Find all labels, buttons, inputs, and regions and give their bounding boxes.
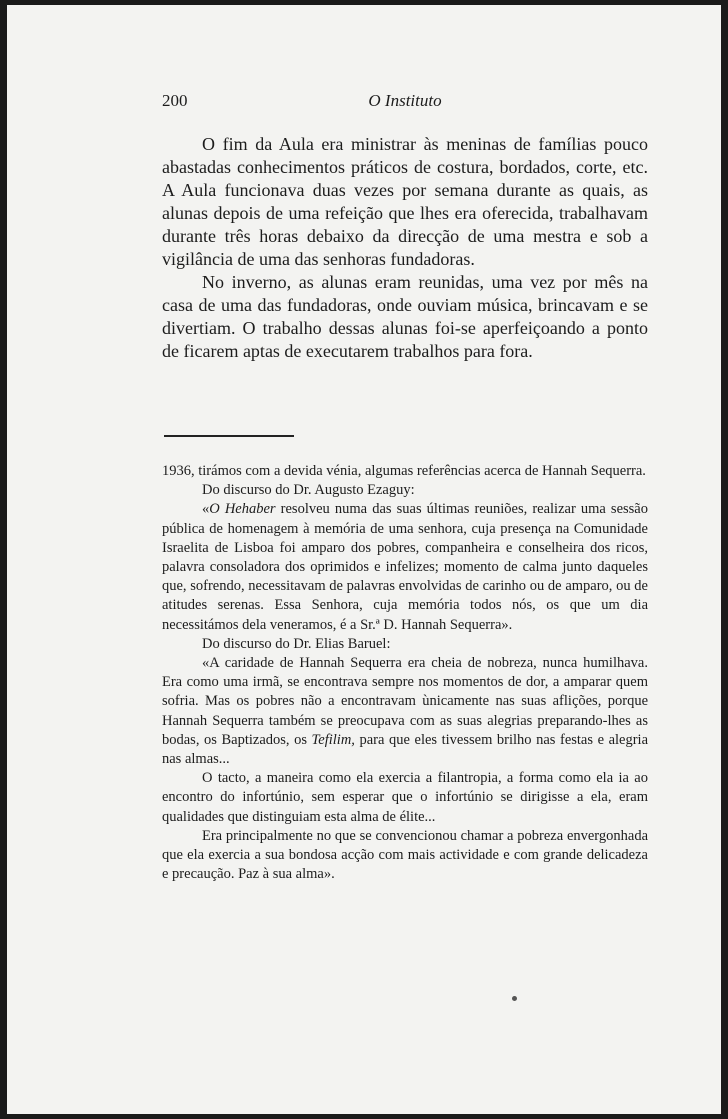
footnote-separator [164, 435, 294, 437]
footnote [162, 462, 648, 884]
speech1-text: resolveu numa das suas últimas reuniões, realizar uma sessão pública de homenagem à memória de uma senhora, cuja presença na Comunidade Israelita de Lisboa foi amparo dos pobres, companheira e conselheira dos ricos, palavra consoladora dos oprimidos e infelizes; momento de calma junto daqueles que, sofrendo, necessitavam de palavras envolvidas de carinho ou de amparo, ou de atitudes serenas. Essa Senhora, cuja memória todos nós, os que um dia necessitámos dela veneramos, é a Sr.ª D. Hannah Sequerra». [162, 501, 648, 633]
speech2-heading: Do discurso do Dr. Elias Baruel: [202, 635, 391, 652]
book-page [7, 5, 721, 1114]
paragraph-2: No inverno, as alunas eram reunidas, uma vez por mês na casa de uma das fundadoras, onde ouviam música, brincavam e se divertiam. O trabalho dessas alunas foi-se aperfeiçoando a ponto de ficarem aptas de executarem trabalhos para fora. [162, 272, 648, 361]
speech1-open-quote: « [202, 501, 210, 518]
ink-speck [512, 996, 517, 1001]
paragraph-1: O fim da Aula era ministrar às meninas de famílias pouco abastadas conhecimentos práticos de costura, bordados, corte, etc. A Aula funcionava duas vezes por semana durante as quais, as alunas depois de uma refeição que lhes era oferecida, trabalhavam durante três horas debaixo da direcção de uma mestra e sob a vigilância de uma das senhoras fundadoras. [162, 134, 648, 269]
page-header [162, 91, 648, 111]
speech2-quote [162, 654, 648, 769]
speech2-italic: Tefilim, [311, 731, 355, 748]
speech2-paragraph-3: Era principalmente no que se convencionou chamar a pobreza envergonhada que ela exercia a sua bondosa acção com mais actividade e com grande delicadeza e precaução. Paz à sua alma». [162, 827, 648, 883]
speech1-quote [162, 500, 648, 634]
speech1-heading: Do discurso do Dr. Augusto Ezaguy: [202, 482, 415, 499]
running-title: O Instituto [368, 91, 442, 110]
speech2-part2: para que eles tivessem brilho nas festas e alegria nas almas... [162, 731, 649, 768]
footnote-intro: 1936, tirámos com a devida vénia, algumas referências acerca de Hannah Sequerra. [162, 463, 646, 479]
speech1-italic: O Hehaber [209, 501, 276, 518]
speech2-paragraph-2: O tacto, a maneira como ela exercia a filantropia, a forma como ela ia ao encontro do infortúnio, sem esperar que o infortúnio se dirigisse a ela, eram qualidades que distinguiam esta alma de élite... [162, 770, 648, 825]
page-number: 200 [162, 91, 188, 110]
main-text [162, 133, 648, 363]
speech2-part1: «A caridade de Hannah Sequerra era cheia de nobreza, nunca humilhava. Era como uma irmã, se encontrava sempre nos momentos de dor, a amparar quem sofria. Mas os pobres não a encontravam ùnicamente nas suas aflições, porque Hannah Sequerra também se preocupava com as suas alegrias preparando-lhes as bodas, os Baptizados, os [162, 655, 648, 748]
